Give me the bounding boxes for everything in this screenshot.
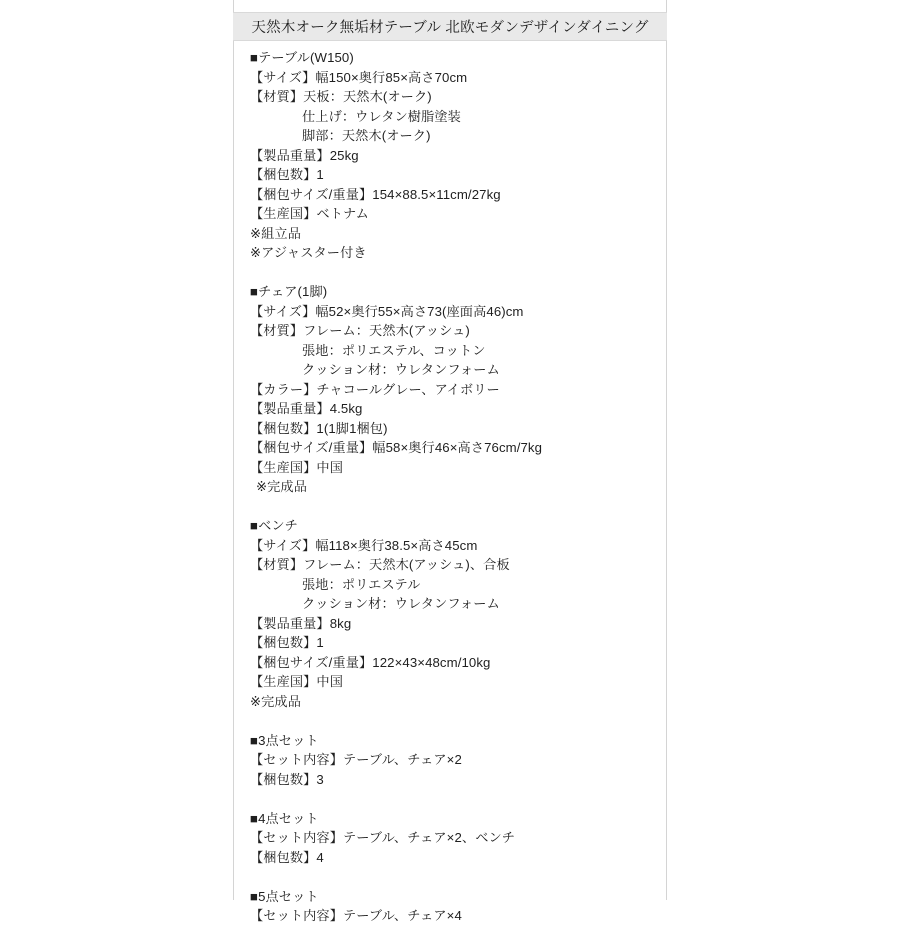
spec-line: 【サイズ】幅150×奥行85×高さ70cm xyxy=(250,69,468,85)
spec-line: 【生産国】中国 xyxy=(250,459,344,475)
spec-line: 【セット内容】テーブル、チェア×2、ベンチ xyxy=(250,830,516,845)
spec-line: 【梱包数】3 xyxy=(250,771,324,787)
spec-line: 【梱包サイズ/重量】154×88.5×11cm/27kg xyxy=(250,186,501,202)
spec-line: 脚部：天然木(オーク) xyxy=(302,128,431,143)
spec-title-bar xyxy=(233,12,667,41)
spec-line: 【製品重量】8kg xyxy=(250,615,352,631)
section-spacer xyxy=(250,867,660,887)
spec-line: 【梱包サイズ/重量】122×43×48cm/10kg xyxy=(250,654,491,670)
spec-line: 【梱包数】1 xyxy=(250,635,324,650)
section-heading: ■ベンチ xyxy=(250,518,298,533)
section-spacer xyxy=(250,263,660,283)
section-spacer xyxy=(250,711,660,731)
spec-line: 【梱包サイズ/重量】幅58×奥行46×高さ76cm/7kg xyxy=(250,440,543,455)
spec-line: 【梱包数】4 xyxy=(250,849,324,865)
spec-line: 【梱包数】1 xyxy=(250,167,324,182)
section-heading: ■4点セット xyxy=(250,810,319,826)
spec-line: 【生産国】ベトナム xyxy=(250,206,369,221)
spec-line: 【生産国】中国 xyxy=(250,674,344,689)
section-heading: ■テーブル(W150) xyxy=(250,50,354,65)
spec-line: 【材質】天板：天然木(オーク) xyxy=(250,89,432,104)
section-heading: ■5点セット xyxy=(250,888,319,904)
spec-line: ※組立品 xyxy=(250,225,302,241)
spec-line: 【セット内容】テーブル、チェア×2 xyxy=(250,752,462,767)
spec-line: クッション材：ウレタンフォーム xyxy=(302,362,500,377)
spec-line: 【セット内容】テーブル、チェア×4 xyxy=(250,908,462,923)
spec-line: 張地：ポリエステル、コットン xyxy=(302,342,486,358)
section-heading: ■チェア(1脚) xyxy=(250,284,328,299)
spec-line: 【製品重量】4.5kg xyxy=(250,401,363,416)
spec-line: 【材質】フレーム：天然木(アッシュ)、合板 xyxy=(250,557,510,572)
spec-line: ※完成品 xyxy=(256,479,308,494)
spec-line: 【材質】フレーム：天然木(アッシュ) xyxy=(250,323,470,338)
page-title: 天然木オーク無垢材テーブル 北欧モダンデザインダイニング xyxy=(251,20,649,36)
spec-line: ※完成品 xyxy=(250,693,302,709)
section-spacer xyxy=(250,789,660,809)
spec-line: 張地：ポリエステル xyxy=(302,576,421,592)
spec-line: 【サイズ】幅52×奥行55×高さ73(座面高46)cm xyxy=(250,303,524,319)
spec-line: 【カラー】チャコールグレー、アイボリー xyxy=(250,381,500,397)
spec-content xyxy=(250,48,660,926)
spec-line: 【梱包数】1(1脚1梱包) xyxy=(250,420,388,436)
spec-line: 【サイズ】幅118×奥行38.5×高さ45cm xyxy=(250,537,478,553)
spec-line: ※アジャスター付き xyxy=(250,245,367,260)
section-heading: ■3点セット xyxy=(250,732,319,748)
spec-line: クッション材：ウレタンフォーム xyxy=(302,596,500,611)
section-spacer xyxy=(250,497,660,517)
spec-line: 仕上げ：ウレタン樹脂塗装 xyxy=(302,108,461,124)
spec-line: 【製品重量】25kg xyxy=(250,147,359,163)
